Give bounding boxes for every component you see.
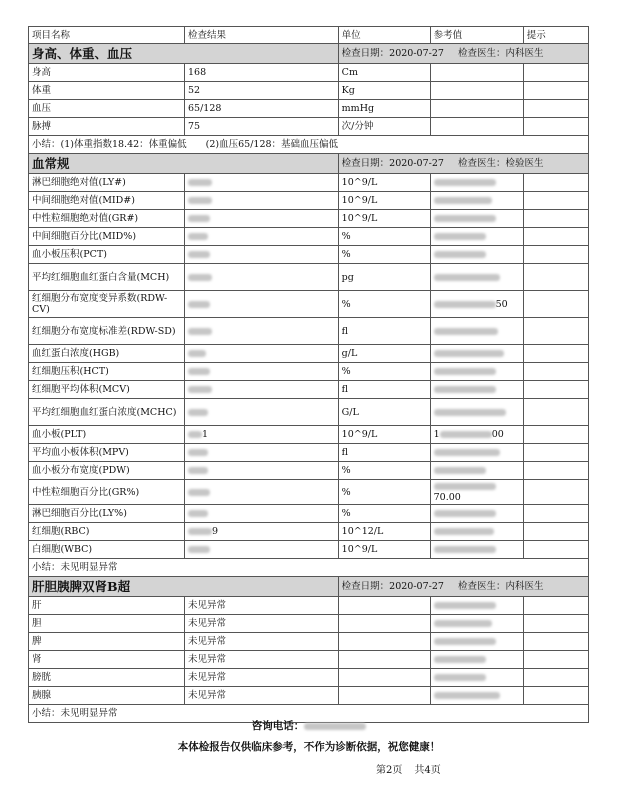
table-row [29,82,589,100]
redacted-value [434,620,492,627]
redacted-value [188,197,212,204]
table-row [29,246,589,264]
item-name: 中性粒细胞绝对值(GR#) [29,210,185,228]
current-page: 第2页 [376,765,403,776]
section-header [29,44,589,64]
redacted-value [188,215,210,222]
item-unit: 10^9/L [338,174,430,192]
redacted-value [434,233,486,240]
redacted-value [434,251,486,258]
item-ref [430,291,523,318]
redacted-value [434,510,496,517]
item-result [185,210,339,228]
item-result: 52 [185,82,339,100]
section-header [29,577,589,597]
item-result [185,381,339,399]
table-row [29,210,589,228]
item-name: 平均红细胞血红蛋白含量(MCH) [29,264,185,291]
item-ref [430,363,523,381]
item-result [185,174,339,192]
item-name: 中间细胞绝对值(MID#) [29,192,185,210]
summary-text: 小结：(1)体重指数18.42：体重偏低 (2)血压65/128：基础血压偏低 [29,136,589,154]
total-pages: 共4页 [414,765,441,776]
item-name: 中性粒细胞百分比(GR%) [29,480,185,505]
redacted-value [434,602,496,609]
item-unit [338,687,430,705]
item-unit: % [338,480,430,505]
page-number [376,761,453,776]
redacted-value [188,368,210,375]
item-hint [523,615,588,633]
exam-doctor: 检查医生：内科医生 [457,48,544,59]
item-unit: % [338,228,430,246]
item-unit: Kg [338,82,430,100]
table-row [29,228,589,246]
table-row [29,669,589,687]
table-row [29,651,589,669]
section-header [29,154,589,174]
item-result [185,462,339,480]
exam-doctor: 检查医生：检验医生 [457,158,544,169]
table-row [29,615,589,633]
redacted-value [188,179,212,186]
item-unit: g/L [338,345,430,363]
item-hint [523,462,588,480]
item-hint [523,174,588,192]
section-meta [338,44,588,64]
item-ref [430,64,523,82]
item-ref [430,318,523,345]
item-unit: mmHg [338,100,430,118]
redacted-value [434,546,496,553]
redacted-value [188,510,208,517]
redacted-value [434,449,500,456]
table-row [29,381,589,399]
summary-text: 小结：未见明显异常 [29,705,589,723]
report-table [28,26,589,723]
item-result: 未见异常 [185,615,339,633]
item-hint [523,118,588,136]
item-unit: 次/分钟 [338,118,430,136]
item-name: 红细胞压积(HCT) [29,363,185,381]
item-unit [338,615,430,633]
redacted-phone [304,723,366,730]
item-ref [430,174,523,192]
item-result [185,505,339,523]
section-meta [338,154,588,174]
phone-label: 咨询电话： [251,720,305,732]
item-result: 75 [185,118,339,136]
table-row [29,633,589,651]
item-name: 淋巴细胞百分比(LY%) [29,505,185,523]
redacted-value [434,467,486,474]
table-row [29,480,589,505]
item-unit: fl [338,444,430,462]
table-row [29,345,589,363]
ref-tail: 70.00 [433,492,461,503]
item-ref [430,228,523,246]
item-name: 血红蛋白浓度(HGB) [29,345,185,363]
redacted-value [188,467,208,474]
redacted-value [434,409,506,416]
item-unit [338,669,430,687]
table-header [29,27,589,44]
footer-disclaimer: 本体检报告仅供临床参考，不作为诊断依据，祝您健康！ [177,741,441,753]
item-ref [430,399,523,426]
header-unit: 单位 [338,27,430,44]
item-name: 红细胞分布宽度变异系数(RDW-CV) [29,291,185,318]
item-name: 白细胞(WBC) [29,541,185,559]
item-hint [523,399,588,426]
item-result: 168 [185,64,339,82]
item-result [185,264,339,291]
section-meta [338,577,588,597]
redacted-value [188,386,212,393]
item-result [185,228,339,246]
item-result [185,399,339,426]
item-unit: 10^12/L [338,523,430,541]
table-row [29,64,589,82]
redacted-value [188,546,210,553]
table-row [29,318,589,345]
table-row [29,597,589,615]
table-row [29,118,589,136]
item-hint [523,633,588,651]
table-row [29,291,589,318]
item-hint [523,651,588,669]
item-unit: 10^9/L [338,210,430,228]
redacted-value [434,656,486,663]
table-row [29,541,589,559]
item-ref [430,381,523,399]
item-unit: fl [338,381,430,399]
item-hint [523,82,588,100]
redacted-value [188,489,210,496]
table-row [29,192,589,210]
table-row [29,462,589,480]
item-result: 未见异常 [185,687,339,705]
item-ref [430,669,523,687]
redacted-value [434,368,496,375]
item-ref [430,264,523,291]
redacted-value [434,386,496,393]
redacted-value [440,431,492,438]
item-hint [523,541,588,559]
ref-head: 1 [433,429,440,440]
item-ref [430,82,523,100]
table-row [29,523,589,541]
item-result [185,480,339,505]
item-ref [430,210,523,228]
item-result: 未见异常 [185,651,339,669]
item-ref [430,505,523,523]
item-hint [523,64,588,82]
item-name: 红细胞分布宽度标准差(RDW-SD) [29,318,185,345]
item-result [185,444,339,462]
redacted-value [188,233,208,240]
item-hint [523,426,588,444]
item-name: 身高 [29,64,185,82]
item-hint [523,228,588,246]
item-hint [523,264,588,291]
item-ref [430,597,523,615]
exam-date: 检查日期：2020-07-27 [341,581,444,592]
item-name: 膀胱 [29,669,185,687]
item-name: 肝 [29,597,185,615]
table-row [29,363,589,381]
item-name: 血小板(PLT) [29,426,185,444]
item-result: 65/128 [185,100,339,118]
redacted-value [434,483,496,490]
redacted-value [188,409,208,416]
item-hint [523,100,588,118]
item-unit: 10^9/L [338,192,430,210]
item-result [185,192,339,210]
item-hint [523,363,588,381]
item-unit: % [338,246,430,264]
redacted-value [188,274,212,281]
item-ref [430,462,523,480]
item-unit [338,597,430,615]
item-unit: % [338,505,430,523]
item-ref [430,687,523,705]
header-ref: 参考值 [430,27,523,44]
item-ref [430,651,523,669]
item-result: 未见异常 [185,597,339,615]
item-name: 胆 [29,615,185,633]
item-ref [430,633,523,651]
item-name: 体重 [29,82,185,100]
item-name: 血小板分布宽度(PDW) [29,462,185,480]
result-tail: 1 [202,429,209,440]
redacted-value [434,215,496,222]
item-name: 平均红细胞血红蛋白浓度(MCHC) [29,399,185,426]
item-ref [430,426,523,444]
redacted-value [434,301,496,308]
footer-phone [0,718,618,733]
redacted-value [188,449,208,456]
exam-date: 检查日期：2020-07-27 [341,158,444,169]
item-hint [523,291,588,318]
ref-tail: 50 [495,298,508,310]
item-ref [430,345,523,363]
item-unit: Cm [338,64,430,82]
redacted-value [434,274,500,281]
table-row [29,444,589,462]
table-row [29,687,589,705]
redacted-value [434,638,496,645]
table-row [29,264,589,291]
redacted-value [188,431,202,438]
redacted-value [434,350,504,357]
item-result [185,318,339,345]
item-hint [523,246,588,264]
item-hint [523,381,588,399]
item-ref [430,192,523,210]
redacted-value [188,251,210,258]
redacted-value [188,328,212,335]
item-name: 血压 [29,100,185,118]
exam-date: 检查日期：2020-07-27 [341,48,444,59]
item-unit: G/L [338,399,430,426]
redacted-value [188,301,210,308]
redacted-value [188,528,212,535]
item-name: 平均血小板体积(MPV) [29,444,185,462]
ref-tail: 00 [491,429,504,440]
exam-doctor: 检查医生：内科医生 [457,581,544,592]
summary-text: 小结：未见明显异常 [29,559,589,577]
table-row [29,505,589,523]
item-unit: pg [338,264,430,291]
item-ref [430,118,523,136]
redacted-value [434,328,498,335]
item-unit: fl [338,318,430,345]
item-hint [523,318,588,345]
item-unit: % [338,291,430,318]
item-unit [338,633,430,651]
item-ref [430,100,523,118]
item-hint [523,480,588,505]
item-result [185,426,339,444]
header-hint: 提示 [523,27,588,44]
redacted-value [434,674,486,681]
item-hint [523,669,588,687]
section-title: 肝胆胰脾双肾B超 [29,577,339,597]
item-result [185,246,339,264]
item-result [185,541,339,559]
section-summary [29,136,589,154]
item-unit: % [338,462,430,480]
item-name: 脉搏 [29,118,185,136]
item-hint [523,210,588,228]
item-hint [523,597,588,615]
item-hint [523,444,588,462]
item-name: 脾 [29,633,185,651]
item-result: 未见异常 [185,669,339,687]
redacted-value [434,528,494,535]
result-tail: 9 [212,526,219,537]
item-name: 血小板压积(PCT) [29,246,185,264]
item-name: 红细胞平均体积(MCV) [29,381,185,399]
section-title: 身高、体重、血压 [29,44,339,64]
item-ref [430,246,523,264]
item-name: 中间细胞百分比(MID%) [29,228,185,246]
item-ref [430,541,523,559]
item-name: 胰腺 [29,687,185,705]
redacted-value [188,350,206,357]
item-hint [523,192,588,210]
item-ref [430,615,523,633]
table-row [29,100,589,118]
header-item: 项目名称 [29,27,185,44]
table-row [29,399,589,426]
item-unit [338,651,430,669]
item-hint [523,345,588,363]
section-summary [29,559,589,577]
item-hint [523,505,588,523]
item-name: 淋巴细胞绝对值(LY#) [29,174,185,192]
section-title: 血常规 [29,154,339,174]
item-unit: % [338,363,430,381]
header-result: 检查结果 [185,27,339,44]
item-result [185,363,339,381]
item-unit: 10^9/L [338,541,430,559]
redacted-value [434,692,500,699]
item-hint [523,687,588,705]
item-hint [523,523,588,541]
item-unit: 10^9/L [338,426,430,444]
item-name: 肾 [29,651,185,669]
report-page [28,26,589,723]
redacted-value [434,197,492,204]
item-result [185,345,339,363]
item-ref [430,480,523,505]
table-row [29,174,589,192]
item-ref [430,444,523,462]
item-name: 红细胞(RBC) [29,523,185,541]
item-result [185,291,339,318]
item-result [185,523,339,541]
redacted-value [434,179,496,186]
table-row [29,426,589,444]
item-result: 未见异常 [185,633,339,651]
item-ref [430,523,523,541]
